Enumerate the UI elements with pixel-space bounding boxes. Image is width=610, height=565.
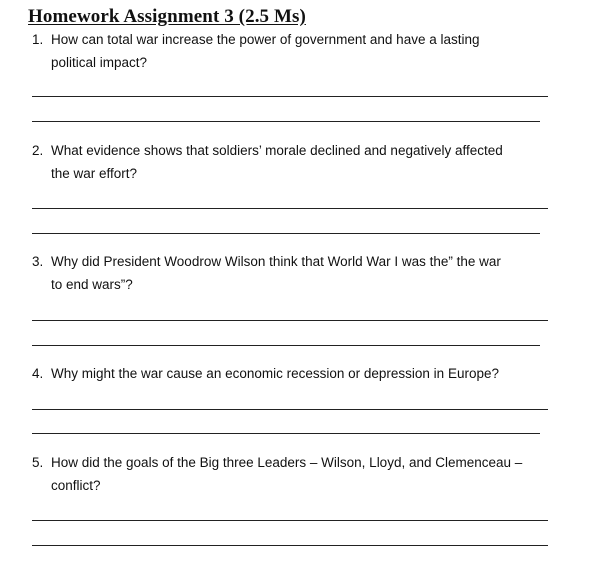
question-number: 5. (32, 455, 44, 470)
question-number: 1. (32, 32, 44, 47)
question-2 (32, 139, 562, 185)
answer-line[interactable] (32, 520, 548, 521)
answer-line[interactable] (32, 233, 540, 234)
answer-line[interactable] (32, 345, 540, 346)
question-number: 3. (32, 254, 44, 269)
question-1 (32, 28, 562, 74)
answer-line[interactable] (32, 409, 548, 410)
question-4 (32, 362, 562, 385)
question-text: Why did President Woodrow Wilson think that World War I was the” the war (51, 254, 501, 269)
question-text-continued: to end wars”? (51, 277, 133, 292)
answer-line[interactable] (32, 208, 548, 209)
answer-line[interactable] (32, 545, 548, 546)
question-number: 4. (32, 366, 44, 381)
answer-line[interactable] (32, 121, 540, 122)
question-text: How can total war increase the power of government and have a lasting (51, 32, 480, 47)
answer-line[interactable] (32, 320, 548, 321)
question-3 (32, 250, 562, 296)
question-text-continued: the war effort? (51, 166, 138, 181)
question-number: 2. (32, 143, 44, 158)
answer-line[interactable] (32, 96, 548, 97)
answer-line[interactable] (32, 433, 540, 434)
question-text: How did the goals of the Big three Leaders – Wilson, Lloyd, and Clemenceau – (51, 455, 523, 470)
page-title: Homework Assignment 3 (2.5 Ms) (28, 6, 306, 27)
question-text-continued: political impact? (51, 55, 148, 70)
question-5 (32, 451, 562, 497)
question-text: Why might the war cause an economic recession or depression in Europe? (51, 366, 499, 381)
question-text-continued: conflict? (51, 478, 101, 493)
question-text: What evidence shows that soldiers’ morale declined and negatively affected (51, 143, 503, 158)
